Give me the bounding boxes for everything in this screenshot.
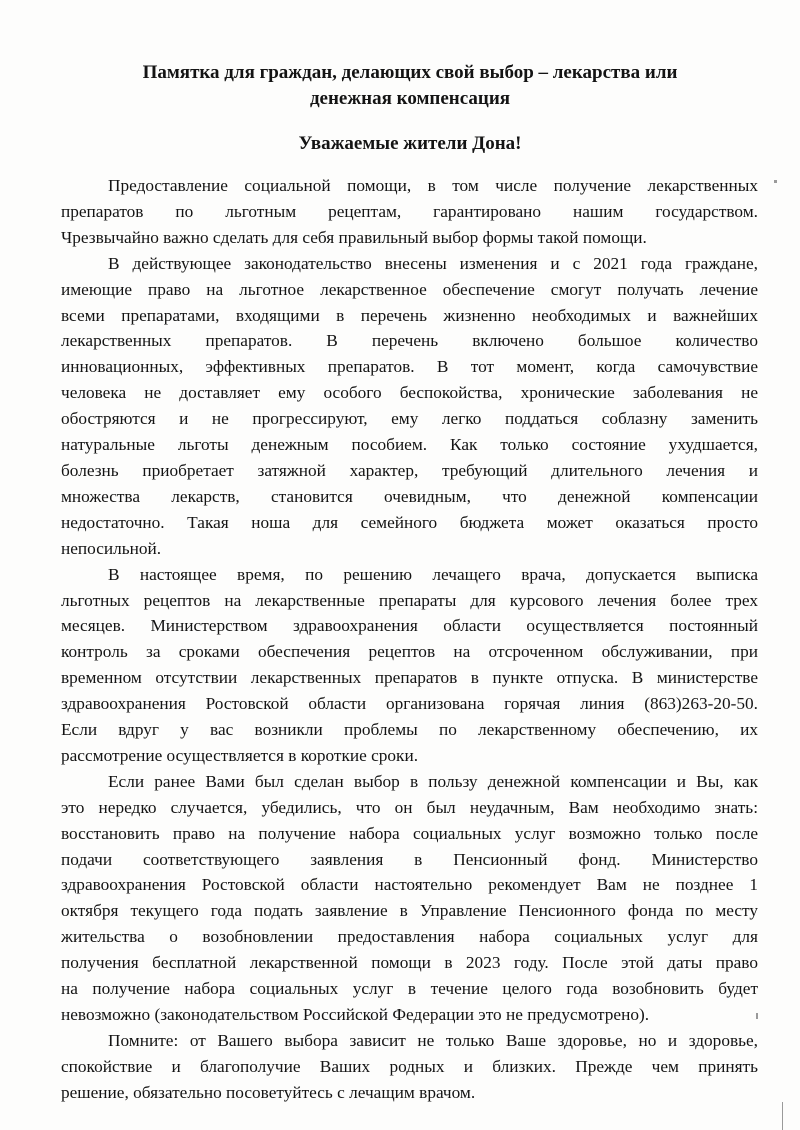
paragraph-line: контроль за сроками обеспечения рецептов на отсроченном обслуживании, при [61, 642, 758, 662]
scan-artifact [782, 1102, 783, 1130]
paragraph-line: Если вдруг у вас возникли проблемы по лекарственному обеспечению, их [61, 720, 758, 740]
paragraph-line: подачи соответствующего заявления в Пенсионный фонд. Министерство [61, 849, 758, 869]
paragraph-line: непосильной. [61, 538, 162, 558]
paragraph-line: Если ранее Вами был сделан выбор в пользу денежной компенсации и Вы, как [108, 771, 758, 791]
paragraph-line: месяцев. Министерством здравоохранения области осуществляется постоянный [61, 616, 758, 636]
paragraph-line: временном отсутствии лекарственных препаратов в пункте отпуска. В министерстве [61, 668, 758, 688]
paragraph [61, 1028, 758, 1106]
scan-artifact [774, 180, 777, 183]
paragraph-line: В настоящее время, по решению лечащего врача, допускается выписка [108, 564, 758, 584]
paragraph-line: Помните: от Вашего выбора зависит не только Ваше здоровье, но и здоровье, [108, 1030, 758, 1050]
paragraph-line: человека не доставляет ему особого беспокойства, хронические заболевания не [61, 383, 758, 403]
document-body [61, 173, 758, 1106]
paragraph [61, 769, 758, 1028]
paragraph-line: льготных рецептов на лекарственные препараты для курсового лечения более трех [61, 590, 758, 610]
paragraph [61, 173, 758, 251]
paragraph-line: жительства о возобновлении предоставления набора социальных услуг для [61, 927, 758, 947]
paragraph-line: это нередко случается, убедились, что он был неудачным, Вам необходимо знать: [61, 797, 758, 817]
paragraph-line: лекарственных препаратов. В перечень включено большое количество [61, 331, 758, 351]
scan-artifact [756, 1013, 758, 1019]
paragraph-line: невозможно (законодательством Российской Федерации это не предусмотрено). [61, 1005, 650, 1024]
paragraph-line: болезнь приобретает затяжной характер, требующий длительного лечения и [61, 460, 758, 480]
paragraph-line: спокойствие и благополучие Ваших родных и близких. Прежде чем принять [61, 1056, 758, 1076]
paragraph-line: решение, обязательно посоветуйтесь с лечащим врачом. [61, 1082, 476, 1102]
greeting-heading: Уважаемые жители Дона! [298, 133, 522, 154]
paragraph-line: препаратов по льготным рецептам, гарантировано нашим государством. [61, 201, 758, 221]
paragraph-line: на получение набора социальных услуг в течение целого года возобновить будет [61, 979, 758, 999]
paragraph-line: обостряются и не прогрессируют, ему легко поддаться соблазну заменить [61, 409, 758, 429]
title-line-2: денежная компенсация [309, 88, 511, 109]
document-title [60, 60, 760, 112]
paragraph-line: восстановить право на получение набора социальных услуг возможно только после [61, 823, 758, 843]
paragraph-line: инновационных, эффективных препаратов. В тот момент, когда самочувствие [61, 357, 758, 377]
paragraph-line: рассмотрение осуществляется в короткие сроки. [61, 745, 419, 765]
paragraph-line: получения бесплатной лекарственной помощи в 2023 году. После этой даты право [61, 953, 758, 973]
paragraph [61, 562, 758, 769]
paragraph-line: Предоставление социальной помощи, в том числе получение лекарственных [108, 176, 758, 195]
paragraph-line: всеми препаратами, входящими в перечень жизненно необходимых и важнейших [61, 305, 758, 325]
paragraph-line: множества лекарств, становится очевидным, что денежной компенсации [61, 486, 758, 506]
paragraph-line: октября текущего года подать заявление в Управление Пенсионного фонда по месту [61, 901, 758, 921]
paragraph-line: В действующее законодательство внесены изменения и с 2021 года граждане, [108, 253, 758, 273]
paragraph-line: здравоохранения Ростовской области организована горячая линия (863)263-20-50. [61, 694, 758, 714]
title-line-1: Памятка для граждан, делающих свой выбор – лекарства или [142, 62, 678, 83]
paragraph-line: натуральные льготы денежным пособием. Как только состояние ухудшается, [61, 435, 758, 455]
paragraph-line: Чрезвычайно важно сделать для себя правильный выбор формы такой помощи. [61, 227, 647, 247]
paragraph [61, 251, 758, 562]
paragraph-line: здравоохранения Ростовской области настоятельно рекомендует Вам не позднее 1 [61, 875, 758, 895]
paragraph-line: имеющие право на льготное лекарственное обеспечение смогут получать лечение [61, 279, 758, 299]
paragraph-line: недостаточно. Такая ноша для семейного бюджета может оказаться просто [61, 512, 758, 532]
